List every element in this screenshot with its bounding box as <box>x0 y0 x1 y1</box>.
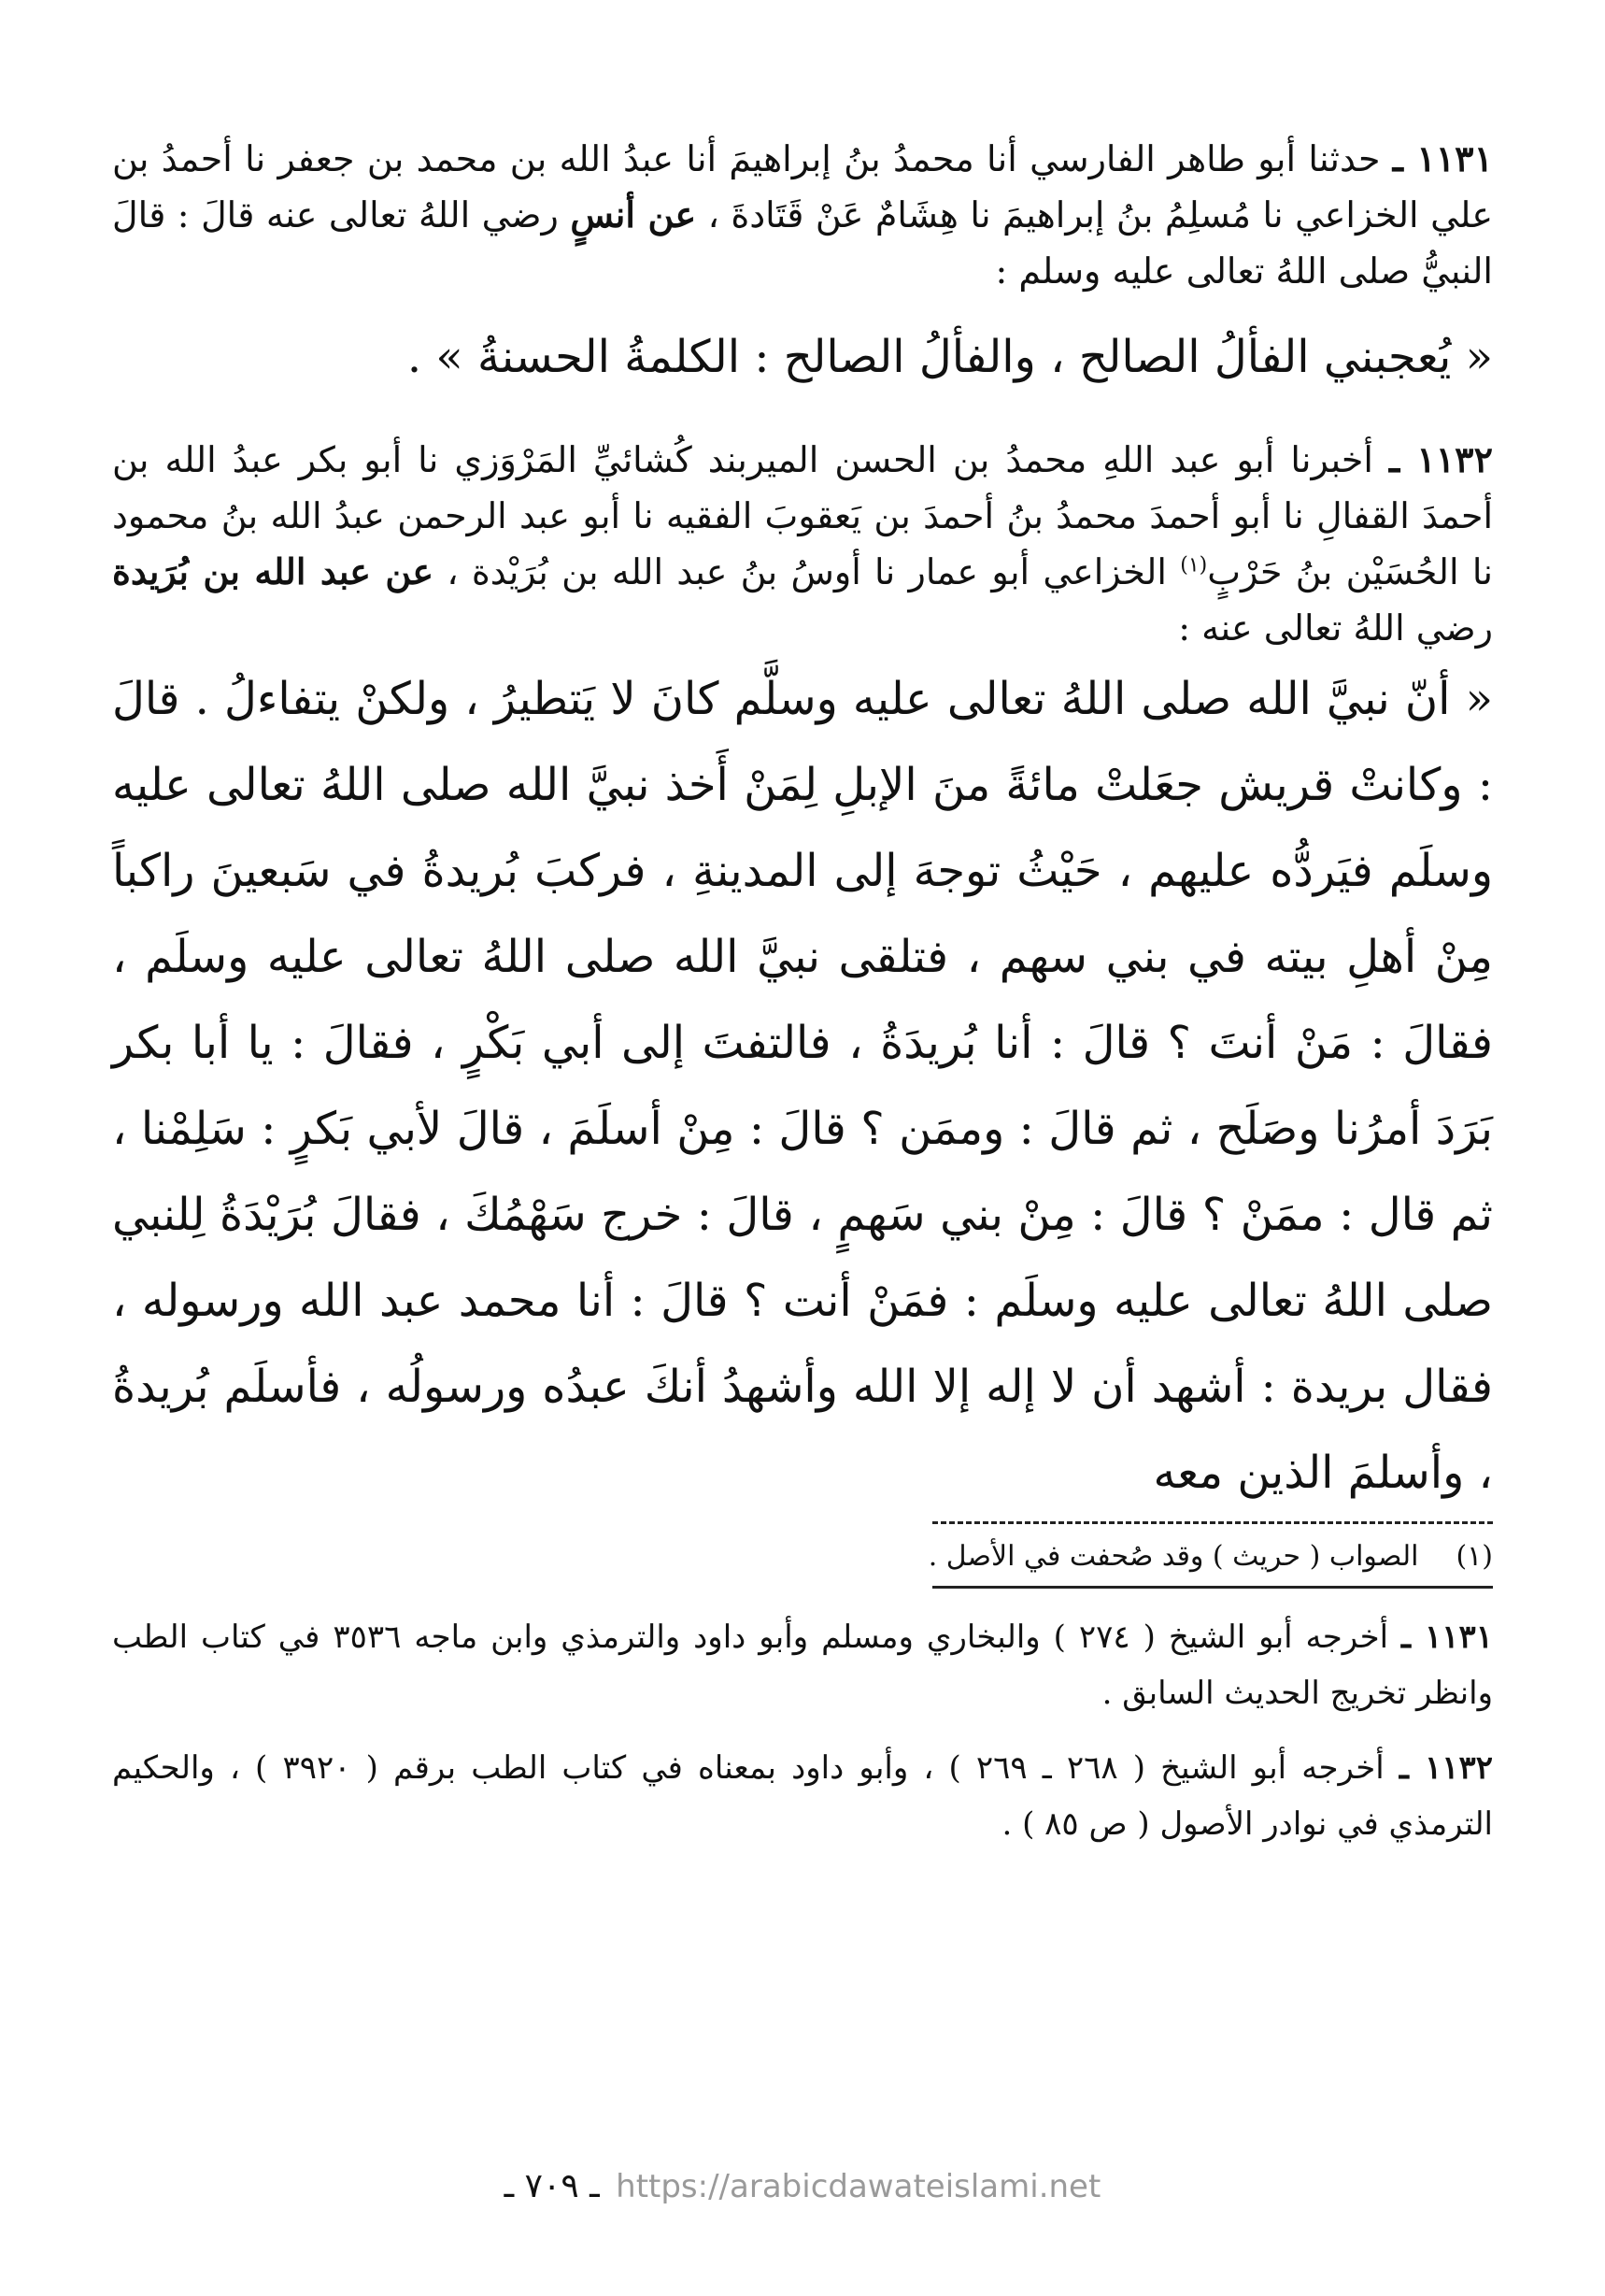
footnote-number: (١) <box>1456 1540 1493 1573</box>
footnote-divider <box>932 1521 1493 1524</box>
hadith-1132-isnad-cont: الخزاعي أبو عمار نا أوسُ بنُ عبد الله بن بُرَيْدة ، <box>447 551 1167 592</box>
page-number: ـ ٧٠٩ ـ <box>504 2167 600 2205</box>
hadith-1131-chain <box>112 131 1493 299</box>
hadith-1131-isnad: حدثنا أبو طاهر الفارسي أنا محمدُ بنُ إبراهيمَ أنا عبدُ الله بن محمد بن جعفر نا أحمدُ بن علي الخزاعي نا مُسلِمُ بنُ إبراهيمَ نا هِشَامٌ عَنْ قَتَادةَ ، <box>112 138 1493 235</box>
hadith-1132-isnad: أخبرنا أبو عبد اللهِ محمدُ بن الحسن الميربند كُشائيِّ المَرْوَزي نا أبو بكر عبدُ الله بن أحمدَ القفالِ نا أبو أحمدَ محمدُ بنُ أحمدَ بن يَعقوبَ الفقيه نا أبو عبد الرحمن عبدُ الله بنُ محمود نا الحُسَيْن بنُ حَرْبٍ <box>112 439 1493 592</box>
hadith-1132-chain <box>112 432 1493 656</box>
references-divider <box>932 1586 1493 1589</box>
reference-1132-text: أخرجه أبو الشيخ ( ٢٦٨ ـ ٢٦٩ ) ، وأبو داود بمعناه في كتاب الطب برقم ( ٣٩٢٠ ) ، والحكيم الترمذي في نوادر الأصول ( ص ٨٥ ) . <box>112 1749 1493 1843</box>
hadith-1132-number: ١١٣٢ ـ <box>1389 438 1493 480</box>
footnote <box>112 1533 1493 1580</box>
reference-1131-number: ١١٣١ ـ <box>1400 1619 1493 1656</box>
footnote-text: الصواب ( حريث ) وقد صُحفت في الأصل . <box>928 1540 1419 1573</box>
page-footer <box>0 2163 1605 2210</box>
reference-1132 <box>112 1740 1493 1852</box>
watermark-url: https://arabicdawateislami.net <box>616 2168 1101 2205</box>
hadith-1132-text: « أنّ نبيَّ الله صلى اللهُ تعالى عليه وسلَّم كانَ لا يَتطيرُ ، ولكنْ يتفاءلُ . قالَ : وكانتْ قريش جعَلتْ مائةً منَ الإبلِ لِمَنْ أَخذ نبيَّ الله صلى اللهُ تعالى عليه وسلَم فيَردُّه عليهم ، حَيْثُ توجهَ إلى المدينةِ ، فركبَ بُريدةُ في سَبعينَ راكباً مِنْ أهلِ بيته في بني سهم ، فتلقى نبيَّ الله صلى اللهُ تعالى عليه وسلَم ، فقالَ : مَنْ أنتَ ؟ قالَ : أنا بُريدَةُ ، فالتفتَ إلى أبي بَكْرٍ ، فقالَ : يا أبا بكر بَرَدَ أمرُنا وصَلَح ، ثم قالَ : وممَن ؟ قالَ : مِنْ أسلَمَ ، قالَ لأبي بَكرٍ : سَلِمْنا ، ثم قال : ممَنْ ؟ قالَ : مِنْ بني سَهمٍ ، قالَ : خرج سَهْمُكَ ، فقالَ بُرَيْدَةُ لِلنبي صلى اللهُ تعالى عليه وسلَم : فمَنْ أنت ؟ قالَ : أنا محمد عبد الله ورسوله ، فقال بريدة : أشهد أن لا إله إلا الله وأشهدُ أنكَ عبدُه ورسولُه ، فأسلَم بُريدةُ ، وأسلمَ الذين معه <box>112 673 1493 1499</box>
footnote-marker: (١) <box>1180 553 1208 578</box>
hadith-1131-number: ١١٣١ ـ <box>1392 137 1493 179</box>
reference-1131 <box>112 1609 1493 1721</box>
hadith-1132-narrator: عن عبد الله بن بُرَيدة <box>112 550 434 592</box>
hadith-1131-narrator: عن أنسٍ <box>570 193 697 235</box>
hadith-1131-isnad-end: رضي اللهُ تعالى عنه قالَ : قالَ النبيُّ صلى اللهُ تعالى عليه وسلم : <box>112 194 1493 292</box>
hadith-1131-text: « يُعجبني الفألُ الصالح ، والفألُ الصالح : الكلمةُ الحسنةُ » . <box>406 331 1493 383</box>
reference-1131-text: أخرجه أبو الشيخ ( ٢٧٤ ) والبخاري ومسلم وأبو داود والترمذي وابن ماجه ٣٥٣٦ في كتاب الطب وانظر تخريج الحديث السابق . <box>112 1619 1493 1712</box>
reference-1132-number: ١١٣٢ ـ <box>1399 1749 1493 1787</box>
hadith-1132-isnad-end: رضي اللهُ تعالى عنه : <box>1178 607 1493 649</box>
